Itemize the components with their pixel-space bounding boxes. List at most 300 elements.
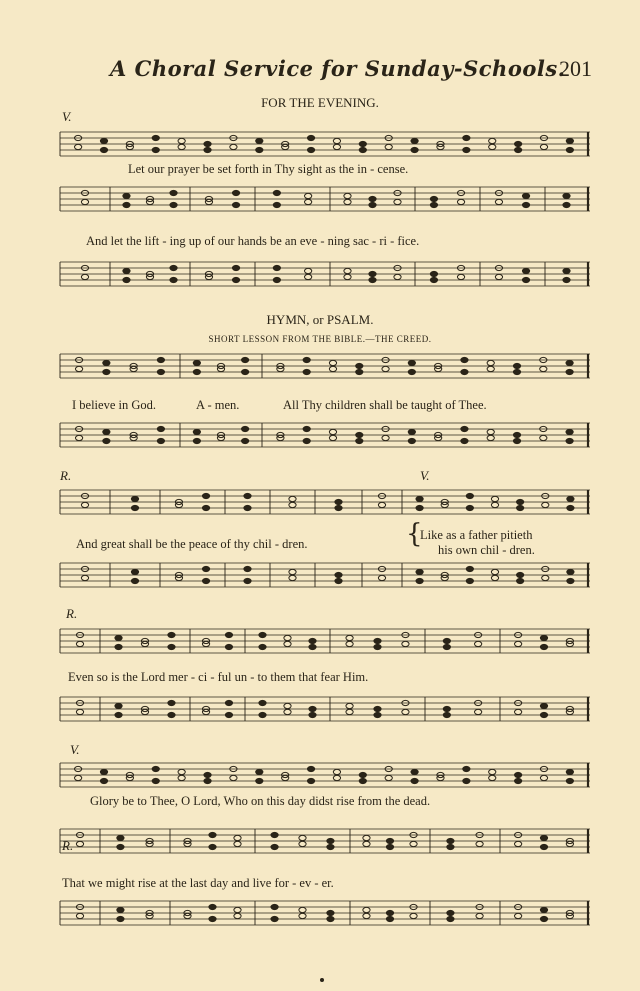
notehead [489,144,496,149]
notehead [230,775,237,780]
notehead [476,841,483,846]
notehead [123,268,130,273]
notehead [152,766,159,771]
notehead [193,429,200,434]
notehead [411,147,418,152]
notehead [273,190,280,195]
notehead [411,778,418,783]
notehead [309,706,316,711]
notehead [566,360,573,365]
notehead [522,193,529,198]
notehead [461,426,468,431]
notehead [168,644,175,649]
notehead [259,632,266,637]
notehead [327,838,334,843]
notehead [356,369,363,374]
notehead [168,632,175,637]
notehead [273,265,280,270]
notehead [513,438,520,443]
notehead [242,426,249,431]
notehead [157,426,164,431]
notehead [193,438,200,443]
notehead [430,196,437,201]
notehead [447,838,454,843]
notehead [202,578,209,583]
notehead [307,147,314,152]
notehead [244,578,251,583]
notehead [463,135,470,140]
notehead [81,502,88,507]
notehead [411,769,418,774]
notehead [540,635,547,640]
notehead [487,429,494,434]
notehead [566,147,573,152]
notehead [170,190,177,195]
notehead [346,641,353,646]
notehead [542,502,549,507]
notehead [566,138,573,143]
notehead [307,135,314,140]
notehead [566,769,573,774]
notehead [567,505,574,510]
notehead [168,700,175,705]
notehead [382,435,389,440]
notehead [386,916,393,921]
notehead [346,709,353,714]
notehead [131,569,138,574]
notehead [540,907,547,912]
notehead [103,369,110,374]
notehead [100,147,107,152]
lyric-line: A - men. [196,398,240,412]
notehead [487,360,494,365]
notehead [115,644,122,649]
notehead [100,769,107,774]
notehead [204,147,211,152]
notehead [327,910,334,915]
notehead [359,778,366,783]
notehead [256,769,263,774]
notehead [463,778,470,783]
notehead [567,578,574,583]
notehead [540,366,547,371]
notehead [178,775,185,780]
notehead [170,277,177,282]
notehead [256,138,263,143]
notehead [242,438,249,443]
notehead [307,766,314,771]
notehead [402,641,409,646]
notehead [513,369,520,374]
notehead [563,202,570,207]
notehead [461,438,468,443]
notehead [271,904,278,909]
notehead [461,369,468,374]
notehead [489,775,496,780]
notehead [259,700,266,705]
notehead [408,369,415,374]
notehead [76,709,83,714]
notehead [335,578,342,583]
notehead [416,505,423,510]
page-title: A Choral Service for Sunday-Schools. [110,56,566,81]
notehead [123,193,130,198]
notehead [430,277,437,282]
notehead [333,769,340,774]
notehead [402,709,409,714]
notehead [117,907,124,912]
notehead [463,147,470,152]
notehead [178,769,185,774]
notehead [443,712,450,717]
notehead [563,268,570,273]
notehead [567,496,574,501]
notehead [540,644,547,649]
notehead [76,841,83,846]
notehead [193,369,200,374]
notehead [327,916,334,921]
notehead [244,493,251,498]
notehead [152,778,159,783]
notehead [369,196,376,201]
notehead [299,841,306,846]
evening-heading: FOR THE EVENING. [261,95,379,110]
notehead [234,835,241,840]
notehead [131,578,138,583]
notehead [410,913,417,918]
notehead [289,575,296,580]
notehead [495,274,502,279]
notehead [517,578,524,583]
notehead [303,369,310,374]
notehead [466,578,473,583]
notehead [234,913,241,918]
notehead [466,493,473,498]
notehead [359,141,366,146]
notehead [256,147,263,152]
notehead [178,138,185,143]
notehead [232,265,239,270]
notehead [563,277,570,282]
notehead [457,199,464,204]
notehead [335,505,342,510]
notehead [309,644,316,649]
notehead [284,641,291,646]
notehead [123,202,130,207]
notehead [369,277,376,282]
notehead [209,844,216,849]
lyric-line: That we might rise at the last day and live for - ev - er. [62,876,334,890]
notehead [242,369,249,374]
notehead [513,432,520,437]
notehead [204,772,211,777]
notehead [259,712,266,717]
notehead [333,138,340,143]
notehead [225,644,232,649]
notehead [284,635,291,640]
hymn-heading: HYMN, or PSALM. [266,312,374,327]
notehead [204,778,211,783]
notehead [329,429,336,434]
notehead [131,505,138,510]
notehead [410,841,417,846]
notehead [447,844,454,849]
notehead [307,778,314,783]
notehead [329,435,336,440]
notehead [540,435,547,440]
notehead [103,360,110,365]
notehead [115,712,122,717]
notehead [394,199,401,204]
notehead [540,703,547,708]
notehead [305,199,312,204]
notehead [346,703,353,708]
notehead [103,429,110,434]
notehead [76,913,83,918]
notehead [75,144,82,149]
notehead [416,569,423,574]
notehead [303,357,310,362]
notehead [540,844,547,849]
notehead [75,435,82,440]
notehead [513,363,520,368]
notehead [299,835,306,840]
notehead [309,712,316,717]
notehead [225,712,232,717]
notehead [344,193,351,198]
notehead [81,575,88,580]
notehead [333,775,340,780]
notehead [202,505,209,510]
notehead [157,438,164,443]
notehead [152,135,159,140]
creed-subheading: SHORT LESSON FROM THE BIBLE.—THE CREED. [208,334,432,344]
notehead [491,496,498,501]
notehead [457,274,464,279]
notehead [256,778,263,783]
notehead [374,638,381,643]
notehead [271,832,278,837]
notehead [284,709,291,714]
notehead [430,202,437,207]
notehead [359,772,366,777]
notehead [232,190,239,195]
notehead [540,775,547,780]
notehead [75,366,82,371]
response-mark: R. [66,606,78,621]
notehead [234,907,241,912]
notehead [327,844,334,849]
notehead [466,505,473,510]
notehead [495,199,502,204]
notehead [515,913,522,918]
notehead [386,910,393,915]
notehead [202,566,209,571]
notehead [356,438,363,443]
page-dot [320,978,324,982]
notehead [522,268,529,273]
notehead [517,499,524,504]
notehead [463,766,470,771]
notehead [289,502,296,507]
notehead [329,366,336,371]
notehead [335,499,342,504]
notehead [542,575,549,580]
notehead [100,138,107,143]
notehead [157,369,164,374]
notehead [363,841,370,846]
notehead [515,147,522,152]
notehead [540,916,547,921]
notehead [491,575,498,580]
notehead [374,706,381,711]
notehead [566,778,573,783]
notehead [416,496,423,501]
response-mark: R. [62,838,74,853]
notehead [230,144,237,149]
notehead [284,703,291,708]
versicle-mark: V. [420,468,430,483]
notehead [540,712,547,717]
notehead [193,360,200,365]
notehead [447,916,454,921]
notehead [408,438,415,443]
notehead [289,496,296,501]
notehead [273,202,280,207]
notehead [408,360,415,365]
notehead [416,578,423,583]
notehead [346,635,353,640]
notehead [168,712,175,717]
lyric-line: Glory be to Thee, O Lord, Who on this day didst rise from the dead. [90,794,431,808]
notehead [515,709,522,714]
notehead [305,268,312,273]
notehead [540,835,547,840]
lyric-line: Let our prayer be set forth in Thy sight as the in - cense. [128,162,409,176]
response-mark: R. [60,468,72,483]
notehead [244,505,251,510]
notehead [461,357,468,362]
notehead [374,712,381,717]
notehead [329,360,336,365]
notehead [489,138,496,143]
notehead [386,844,393,849]
notehead [303,426,310,431]
lyric-line: And let the lift - ing up of our hands be an eve - ning sac - ri - fice. [86,234,420,248]
notehead [123,277,130,282]
notehead [344,268,351,273]
notehead [100,778,107,783]
notehead [117,844,124,849]
notehead [491,569,498,574]
notehead [515,841,522,846]
notehead [517,505,524,510]
notehead [487,435,494,440]
notehead [81,199,88,204]
notehead [204,141,211,146]
notehead [363,913,370,918]
notehead [378,575,385,580]
notehead [170,202,177,207]
notehead [515,778,522,783]
lyric-line: Like as a father pitieth [420,528,533,542]
notehead [515,141,522,146]
notehead [271,844,278,849]
notehead [209,916,216,921]
notehead [115,635,122,640]
notehead [443,706,450,711]
notehead [385,775,392,780]
notehead [563,193,570,198]
lyric-line: Even so is the Lord mer - ci - ful un - to them that fear Him. [68,670,369,684]
notehead [515,772,522,777]
notehead [475,641,482,646]
notehead [309,638,316,643]
notehead [225,700,232,705]
notehead [81,274,88,279]
notehead [157,357,164,362]
notehead [152,147,159,152]
notehead [489,769,496,774]
notehead [517,572,524,577]
notehead [344,274,351,279]
notehead [374,644,381,649]
notehead [244,566,251,571]
notehead [369,271,376,276]
notehead [103,438,110,443]
lyric-line: And great shall be the peace of thy chil - dren. [76,537,308,551]
notehead [225,632,232,637]
notehead [522,202,529,207]
notehead [305,274,312,279]
notehead [234,841,241,846]
notehead [515,641,522,646]
notehead [178,144,185,149]
lyric-line: All Thy children shall be taught of Thee. [283,398,487,412]
notehead [411,138,418,143]
notehead [202,493,209,498]
notehead [566,369,573,374]
notehead [567,569,574,574]
notehead [359,147,366,152]
notehead [363,835,370,840]
notehead [447,910,454,915]
notehead [522,277,529,282]
notehead [540,144,547,149]
notehead [356,363,363,368]
notehead [394,274,401,279]
notehead [115,703,122,708]
notehead [289,569,296,574]
notehead [131,496,138,501]
notehead [232,202,239,207]
notehead [344,199,351,204]
notehead [299,913,306,918]
notehead [566,438,573,443]
notehead [209,904,216,909]
notehead [259,644,266,649]
notehead [378,502,385,507]
lyric-line: I believe in God. [72,398,157,412]
notehead [475,709,482,714]
notehead [335,572,342,577]
notehead [333,144,340,149]
notehead [443,644,450,649]
notehead [466,566,473,571]
notehead [117,835,124,840]
notehead [430,271,437,276]
notehead [271,916,278,921]
